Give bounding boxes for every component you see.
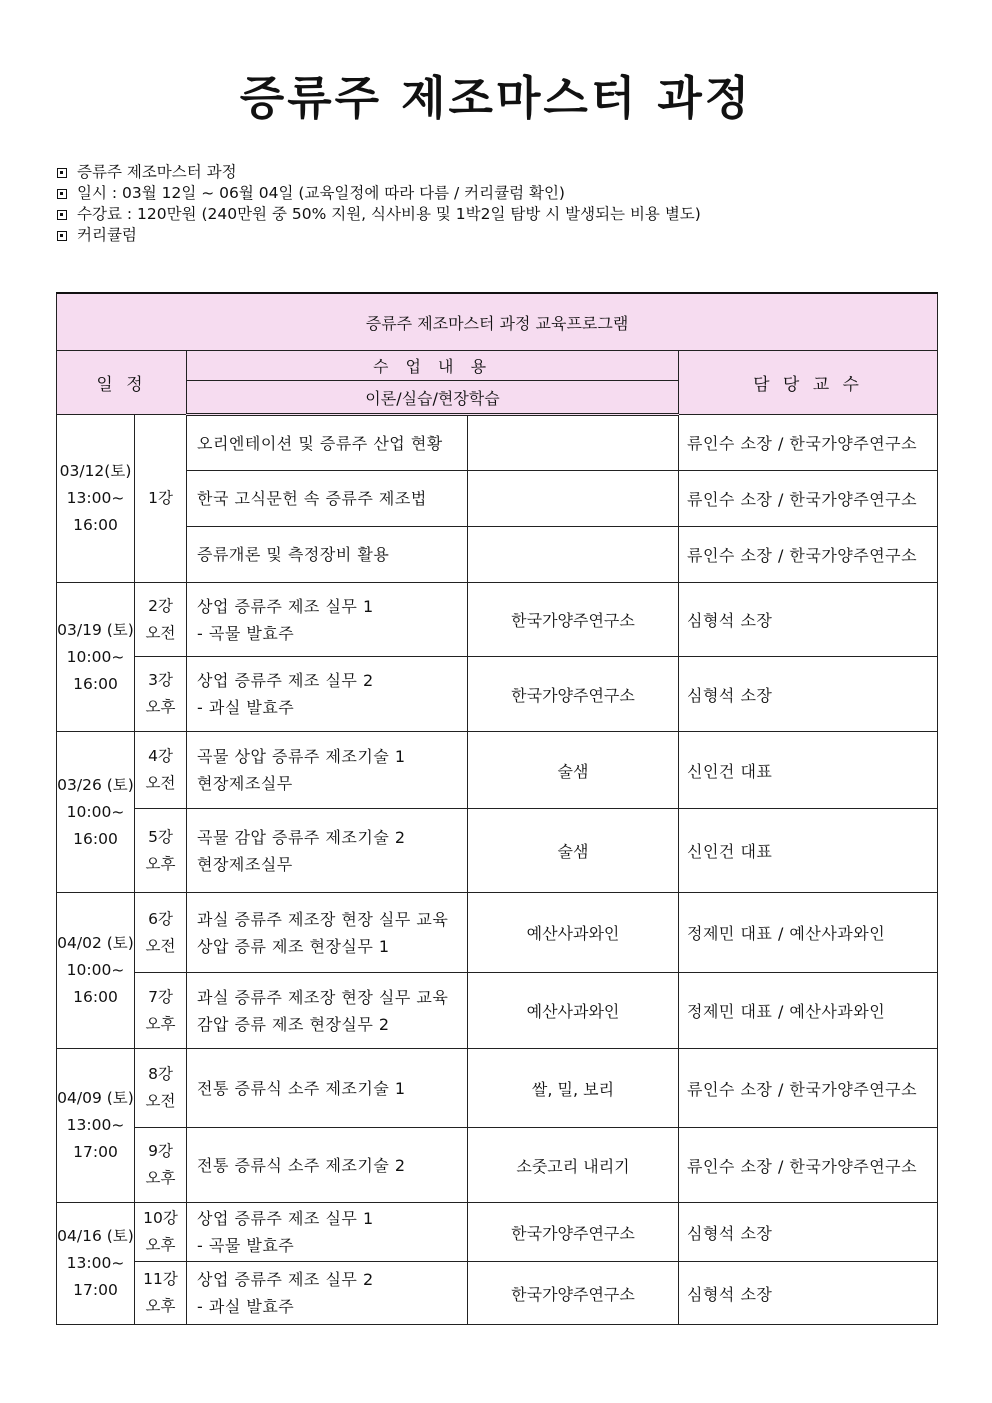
table-row bbox=[57, 583, 938, 657]
place-cell: 한국가양주연구소 bbox=[468, 657, 679, 732]
place-cell: 술샘 bbox=[468, 732, 679, 809]
table-row bbox=[57, 657, 938, 732]
lecture-cell: 7강 오후 bbox=[135, 973, 187, 1049]
place-cell: 한국가양주연구소 bbox=[468, 1262, 679, 1325]
content-cell: 상업 증류주 제조 실무 1 - 곡물 발효주 bbox=[187, 583, 468, 657]
place-cell: 쌀, 밀, 보리 bbox=[468, 1049, 679, 1128]
square-bullet-icon bbox=[57, 168, 67, 178]
content-cell: 곡물 상압 증류주 제조기술 1 현장제조실무 bbox=[187, 732, 468, 809]
info-item: 커리큘럼 bbox=[57, 225, 937, 246]
lecture-cell: 3강 오후 bbox=[135, 657, 187, 732]
square-bullet-icon bbox=[57, 189, 67, 199]
professor-cell: 정제민 대표 / 예산사과와인 bbox=[679, 973, 938, 1049]
professor-cell: 심형석 소장 bbox=[679, 1262, 938, 1325]
square-bullet-icon bbox=[57, 231, 67, 241]
content-cell: 과실 증류주 제조장 현장 실무 교육 감압 증류 제조 현장실무 2 bbox=[187, 973, 468, 1049]
professor-cell: 신인건 대표 bbox=[679, 809, 938, 893]
info-item: 수강료 : 120만원 (240만원 중 50% 지원, 식사비용 및 1박2일 탐방 시 발생되는 비용 별도) bbox=[57, 204, 937, 225]
place-cell: 예산사과와인 bbox=[468, 893, 679, 973]
place-cell: 소줏고리 내리기 bbox=[468, 1128, 679, 1203]
date-cell: 03/26 (토) 10:00~ 16:00 bbox=[57, 732, 135, 893]
table-row bbox=[57, 1203, 938, 1262]
lecture-cell: 1강 bbox=[135, 415, 187, 583]
content-cell: 오리엔테이션 및 증류주 산업 현황 bbox=[187, 415, 468, 471]
place-cell: 술샘 bbox=[468, 809, 679, 893]
table-row bbox=[57, 527, 938, 583]
place-cell bbox=[468, 415, 679, 471]
professor-cell: 류인수 소장 / 한국가양주연구소 bbox=[679, 415, 938, 471]
table-row bbox=[57, 1262, 938, 1325]
date-cell: 03/12(토) 13:00~ 16:00 bbox=[57, 415, 135, 583]
content-cell: 전통 증류식 소주 제조기술 1 bbox=[187, 1049, 468, 1128]
lecture-cell: 4강 오전 bbox=[135, 732, 187, 809]
content-cell: 상업 증류주 제조 실무 2 - 과실 발효주 bbox=[187, 1262, 468, 1325]
professor-cell: 류인수 소장 / 한국가양주연구소 bbox=[679, 527, 938, 583]
professor-cell: 신인건 대표 bbox=[679, 732, 938, 809]
content-cell: 상업 증류주 제조 실무 1 - 곡물 발효주 bbox=[187, 1203, 468, 1262]
square-bullet-icon bbox=[57, 210, 67, 220]
content-cell: 한국 고식문헌 속 증류주 제조법 bbox=[187, 471, 468, 527]
table-title: 증류주 제조마스터 과정 교육프로그램 bbox=[57, 293, 938, 351]
content-cell: 상업 증류주 제조 실무 2 - 과실 발효주 bbox=[187, 657, 468, 732]
table-row bbox=[57, 1049, 938, 1128]
table-row bbox=[57, 415, 938, 471]
content-cell: 전통 증류식 소주 제조기술 2 bbox=[187, 1128, 468, 1203]
place-cell: 예산사과와인 bbox=[468, 973, 679, 1049]
content-cell: 곡물 감압 증류주 제조기술 2 현장제조실무 bbox=[187, 809, 468, 893]
date-cell: 04/09 (토) 13:00~ 17:00 bbox=[57, 1049, 135, 1203]
table-row bbox=[57, 471, 938, 527]
place-cell: 한국가양주연구소 bbox=[468, 1203, 679, 1262]
professor-cell: 심형석 소장 bbox=[679, 657, 938, 732]
lecture-cell: 8강 오전 bbox=[135, 1049, 187, 1128]
place-cell: 한국가양주연구소 bbox=[468, 583, 679, 657]
content-cell: 증류개론 및 측정장비 활용 bbox=[187, 527, 468, 583]
schedule-table bbox=[56, 292, 938, 1325]
table-row bbox=[57, 893, 938, 973]
table-row bbox=[57, 732, 938, 809]
lecture-cell: 2강 오전 bbox=[135, 583, 187, 657]
professor-cell: 정제민 대표 / 예산사과와인 bbox=[679, 893, 938, 973]
page-title: 증류주 제조마스터 과정 bbox=[239, 71, 753, 125]
professor-cell: 심형석 소장 bbox=[679, 583, 938, 657]
professor-cell: 류인수 소장 / 한국가양주연구소 bbox=[679, 471, 938, 527]
lecture-cell: 6강 오전 bbox=[135, 893, 187, 973]
table-row bbox=[57, 809, 938, 893]
date-cell: 03/19 (토) 10:00~ 16:00 bbox=[57, 583, 135, 732]
date-cell: 04/16 (토) 13:00~ 17:00 bbox=[57, 1203, 135, 1325]
professor-cell: 류인수 소장 / 한국가양주연구소 bbox=[679, 1128, 938, 1203]
info-item: 일시 : 03월 12일 ~ 06월 04일 (교육일정에 따라 다름 / 커리큘럼 확인) bbox=[57, 183, 937, 204]
lecture-cell: 10강 오후 bbox=[135, 1203, 187, 1262]
header-content: 수 업 내 용 bbox=[187, 351, 679, 381]
info-item: 증류주 제조마스터 과정 bbox=[57, 162, 937, 183]
lecture-cell: 5강 오후 bbox=[135, 809, 187, 893]
lecture-cell: 9강 오후 bbox=[135, 1128, 187, 1203]
table-row bbox=[57, 1128, 938, 1203]
header-schedule: 일 정 bbox=[57, 351, 187, 415]
info-list bbox=[57, 162, 937, 246]
place-cell bbox=[468, 527, 679, 583]
content-cell: 과실 증류주 제조장 현장 실무 교육 상압 증류 제조 현장실무 1 bbox=[187, 893, 468, 973]
header-content-sub: 이론/실습/현장학습 bbox=[187, 381, 679, 415]
professor-cell: 심형석 소장 bbox=[679, 1203, 938, 1262]
place-cell bbox=[468, 471, 679, 527]
header-professor: 담 당 교 수 bbox=[679, 351, 938, 415]
table-row bbox=[57, 973, 938, 1049]
lecture-cell: 11강 오후 bbox=[135, 1262, 187, 1325]
professor-cell: 류인수 소장 / 한국가양주연구소 bbox=[679, 1049, 938, 1128]
date-cell: 04/02 (토) 10:00~ 16:00 bbox=[57, 893, 135, 1049]
